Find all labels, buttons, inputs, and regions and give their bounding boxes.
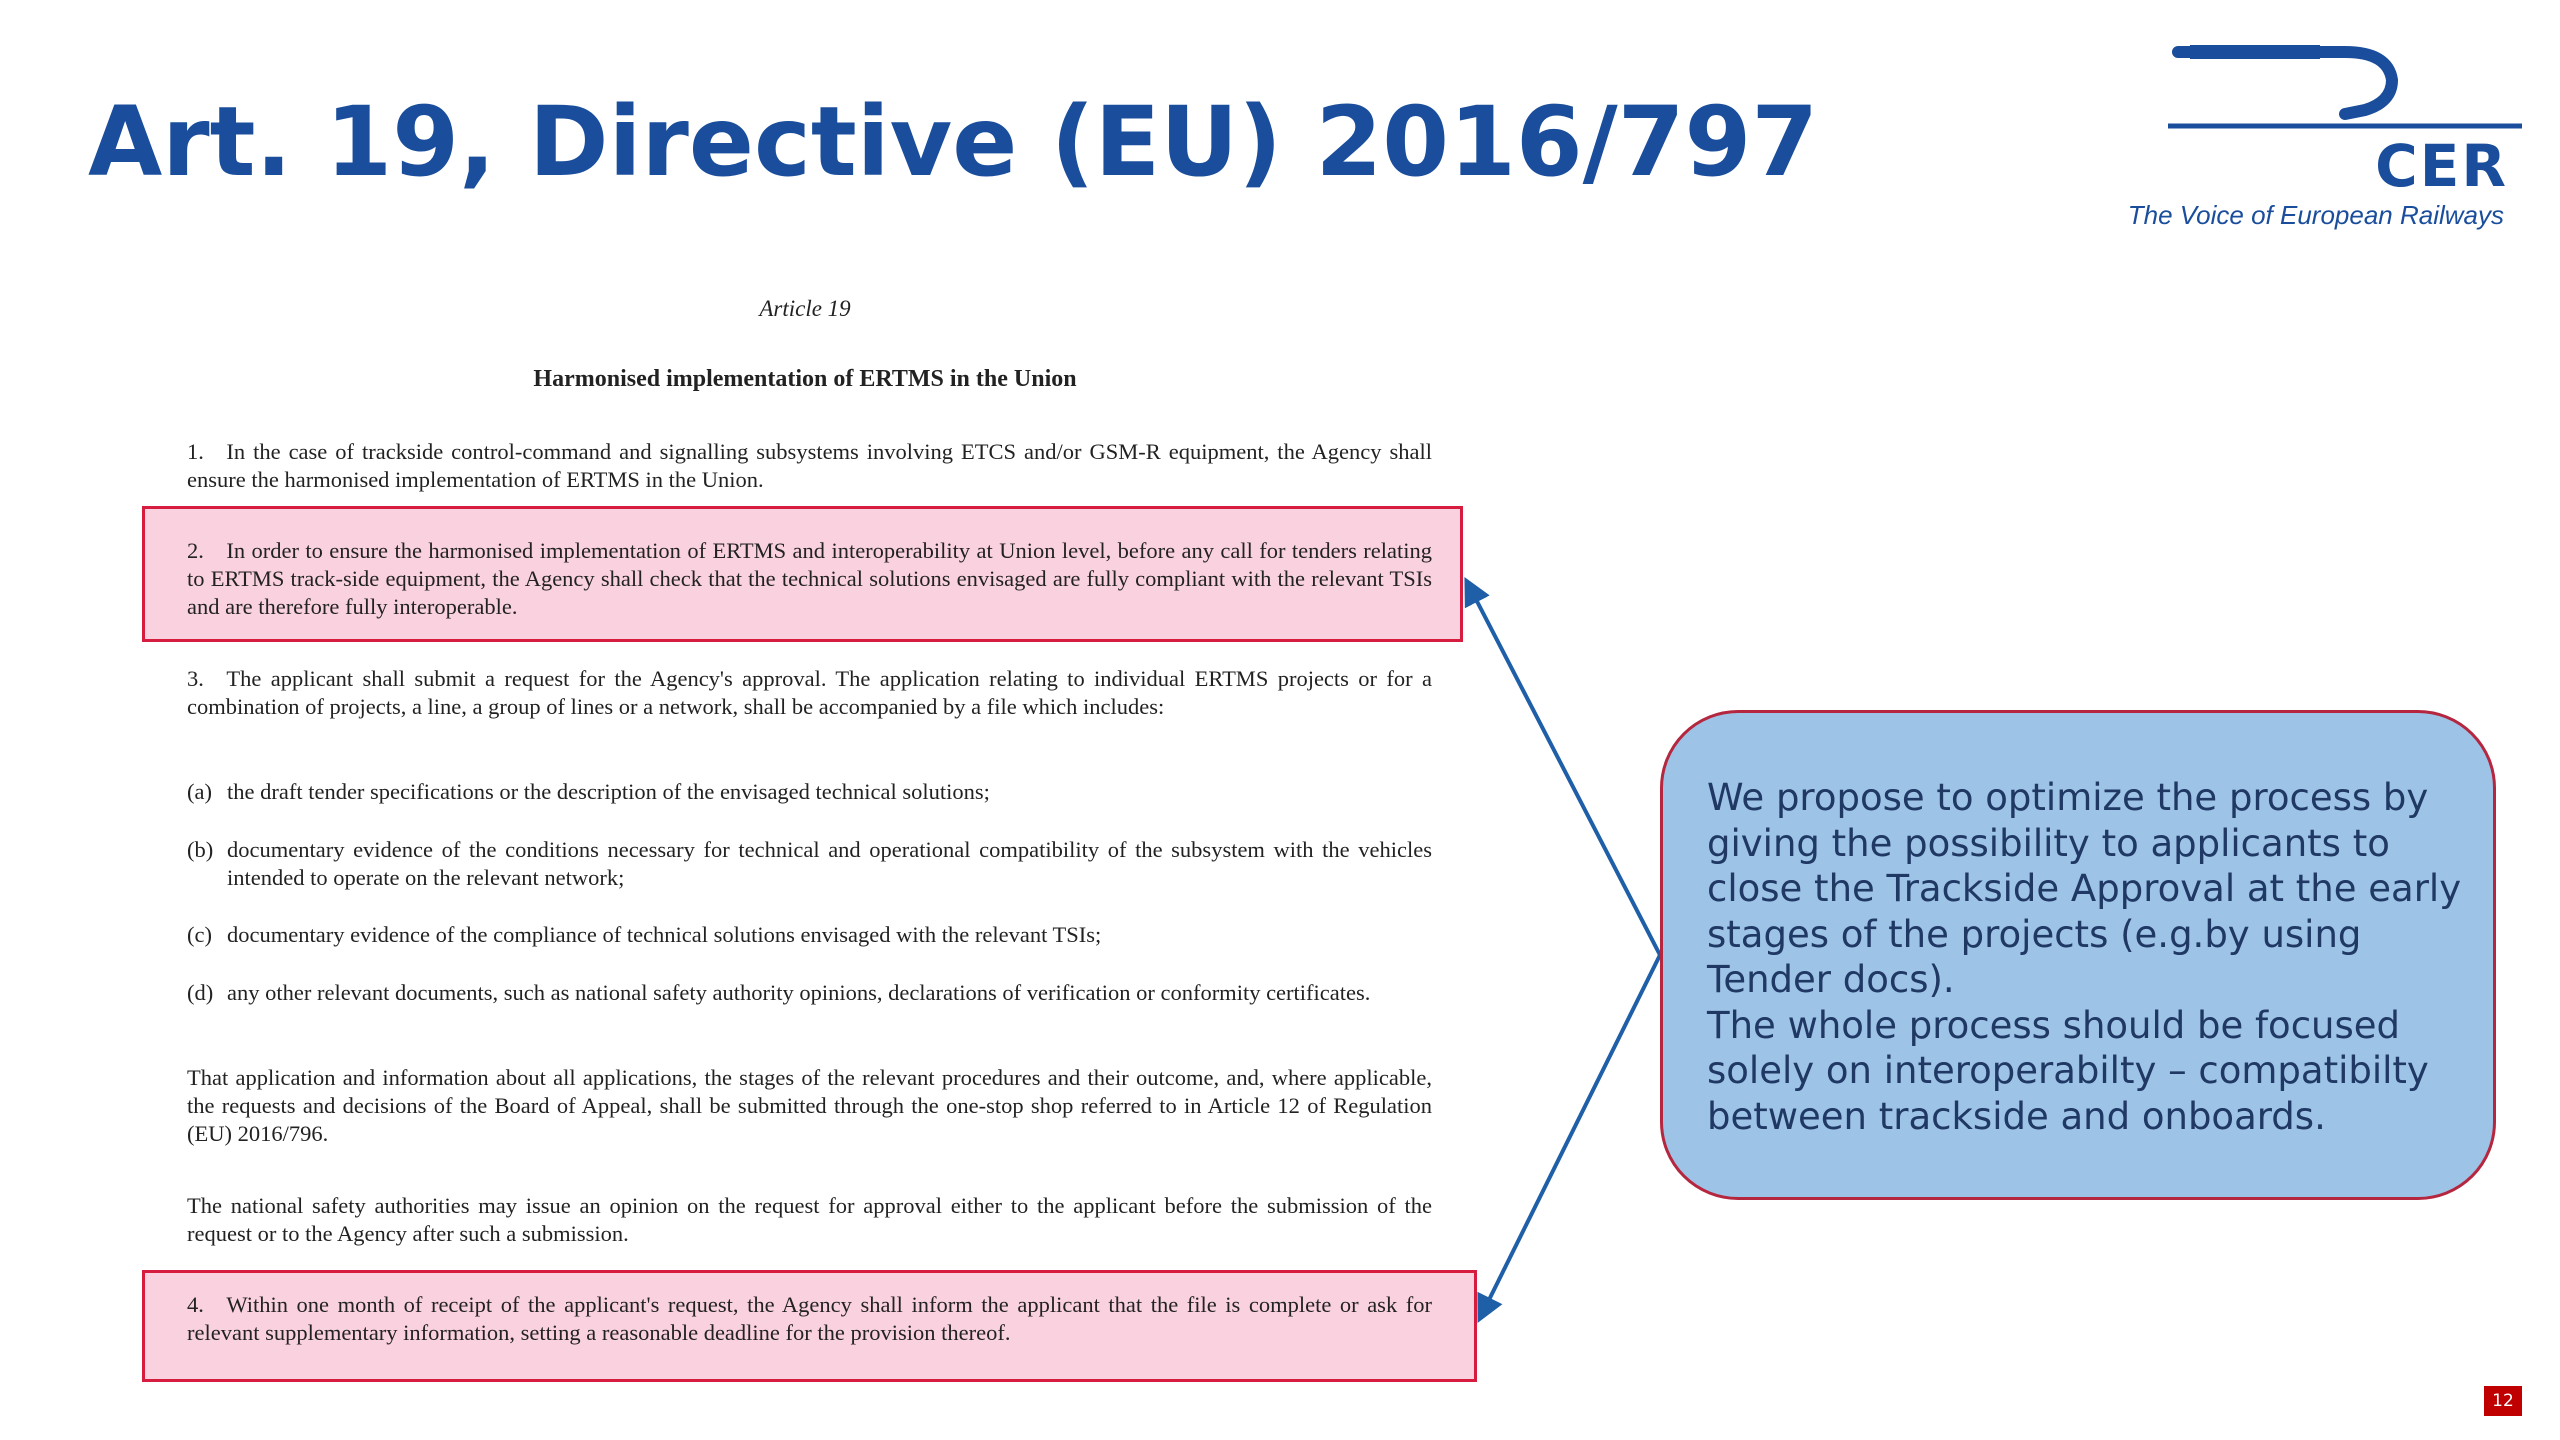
paragraph-3-nsa-opinion: The national safety authorities may issue an opinion on the request for approval either to the applicant before the submission of the request or to the Agency after such a submission. (187, 1193, 1432, 1246)
paragraph-2: 2. In order to ensure the harmonised implementation of ERTMS and interoperability at Union level, before any call for tenders relating to ERTMS track-side equipment, the Agency shall check that the technical solutions envisaged are fully compliant with the relevant TSIs and are therefore fully interoperable. (187, 538, 1432, 619)
paragraph-4: 4. Within one month of receipt of the applicant's request, the Agency shall inform the applicant that the file is complete or ask for relevant supplementary information, setting a reasonable deadline for the provision thereof. (187, 1292, 1432, 1345)
paragraph-3-submission: That application and information about all applications, the stages of the relevant procedures and their outcome, and, where applicable, the requests and decisions of the Board of Appeal, shall be submitted through the one-stop shop referred to in Article 12 of Regulation (EU) 2016/796. (187, 1065, 1432, 1146)
paragraph-3: 3. The applicant shall submit a request for the Agency's approval. The application relating to individual ERTMS projects or for a combination of projects, a line, a group of lines or a network, shall be accompanied by a file which includes: (187, 666, 1432, 719)
logo-tagline: The Voice of European Railways (2127, 200, 2504, 230)
list-item-label: (a) (187, 779, 212, 804)
list-item-text: documentary evidence of the conditions necessary for technical and operational compatibility of the subsystem with the vehicles intended to operate on the relevant network; (227, 837, 1432, 890)
list-item-label: (d) (187, 980, 214, 1005)
page-number-badge: 12 (2484, 1386, 2522, 1416)
proposal-callout (1660, 710, 2496, 1200)
list-item-label: (c) (187, 922, 212, 947)
arrow-to-paragraph-4 (1480, 955, 1660, 1318)
paragraph-1: 1. In the case of trackside control-command and signalling subsystems involving ETCS and/or GSM-R equipment, the Agency shall ensure the harmonised implementation of ERTMS in the Union. (187, 439, 1432, 492)
callout-text-focus: The whole process should be focused solely on interoperabilty – compatibilty between trackside and onboards. (1707, 1003, 2429, 1138)
list-item-text: the draft tender specifications or the description of the envisaged technical solutions; (227, 779, 990, 804)
callout-text-proposal: We propose to optimize the process by giving the possibility to applicants to close the Trackside Approval at the early stages of the projects (e.g.by using Tender docs). (1707, 776, 2462, 1001)
list-item-label: (b) (187, 837, 214, 862)
list-item-text: any other relevant documents, such as national safety authority opinions, declarations of verification or conformity certificates. (227, 980, 1371, 1005)
slide-title: Art. 19, Directive (EU) 2016/797 (88, 86, 1819, 198)
article-heading: Harmonised implementation of ERTMS in the Union (533, 366, 1077, 392)
logo-name: CER (2375, 132, 2508, 200)
arrow-to-paragraph-2 (1467, 582, 1660, 955)
list-item-text: documentary evidence of the compliance of technical solutions envisaged with the relevant TSIs; (227, 922, 1102, 947)
article-number: Article 19 (759, 296, 851, 321)
